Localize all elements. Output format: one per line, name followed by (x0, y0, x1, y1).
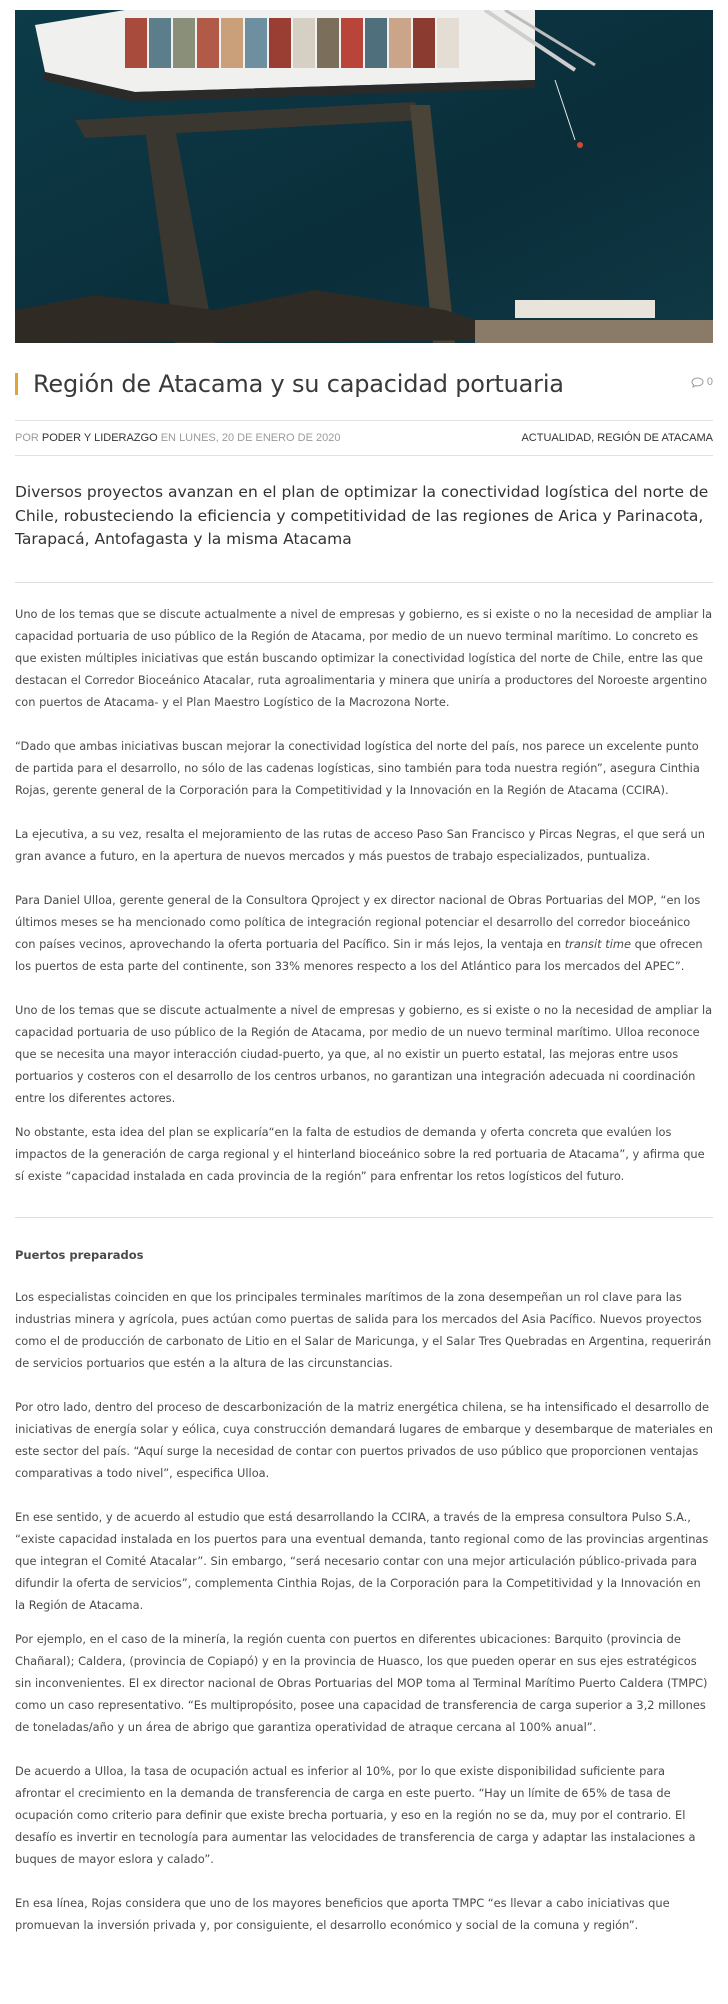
section-subheading: Puertos preparados (15, 1247, 144, 1262)
article-lead: Diversos proyectos avanzan en el plan de optimizar la conectividad logística del norte de Chile, robusteciendo la eficiencia y competitividad de las regiones de Arica y Parinacota, Tarapacá, Antofagasta y la misma Atacama (15, 483, 709, 548)
hero-image (15, 10, 713, 343)
category-link-region-de-atacama[interactable]: REGIÓN DE ATACAMA (597, 432, 713, 444)
paragraph: Los especialistas coinciden en que los principales terminales marítimos de la zona desempeñan un rol clave para las industrias minera y agrícola, pues actúan como puertas de salida para los mercados del Asia Pacífico. Nuevos proyectos como el de producción de carbonato de Litio en el Salar de Maricunga, y el Salar Tres Quebradas en Argentina, requerirán de servicios portuarios que estén a la altura de las circunstancias. (15, 1289, 712, 1370)
comment-count-value: 0 (706, 376, 713, 388)
paragraph-text: que ofrecen los puertos de esta parte del continente, son 33% menores respecto a los del Atlántico para los mercados del APEC”. (15, 936, 703, 973)
paragraph: En esa línea, Rojas considera que uno de los mayores beneficios que aporta TMPC “es llevar a cabo iniciativas que promuevan la inversión privada y, por consiguiente, el desarrollo económico y social de la comuna y región”. (15, 1895, 670, 1932)
paragraph: Uno de los temas que se discute actualmente a nivel de empresas y gobierno, es si existe o no la necesidad de ampliar la capacidad portuaria de uso público de la Región de Atacama, por medio de un nuevo terminal marítimo. Ulloa reconoce que se necesita una mayor interacción ciudad-puerto, ya que, al no existir un puerto estatal, las mejoras entre usos portuarios y costeros con el desarrollo de los centros urbanos, no garantizan una integración adecuada ni coordinación entre los diferentes actores. (15, 1002, 713, 1105)
article-body-section-2 (15, 1286, 713, 1936)
paragraph: “Dado que ambas iniciativas buscan mejorar la conectividad logística del norte del país, nos parece un excelente punto de partida para el desarrollo, no sólo de las cadenas logísticas, sino también para toda nuestra región”, asegura Cinthia Rojas, gerente general de la Corporación para la Competitividad y la Innovación en la Región de Atacama (CCIRA). (15, 738, 700, 797)
paragraph: La ejecutiva, a su vez, resalta el mejoramiento de las rutas de acceso Paso San Francisco y Pircas Negras, el que será un gran avance a futuro, en la apertura de nuevos mercados y más puestos de trabajo especializados, puntualiza. (15, 826, 705, 863)
paragraph: Por ejemplo, en el caso de la minería, la región cuenta con puertos en diferentes ubicaciones: Barquito (provincia de Chañaral); Caldera, (provincia de Copiapó) y en la provincia de Huasco, los que pueden operar en sus ejes estratégicos sin inconvenientes. El ex director nacional de Obras Portuarias del MOP toma al Terminal Marítimo Puerto Caldera (TMPC) como un caso representativo. “Es multipropósito, posee una capacidad de transferencia de carga superior a 3,2 millones de toneladas/año y un área de abrigo que garantiza operatividad de atraque cercana al 100% anual”. (15, 1631, 708, 1734)
paragraph: De acuerdo a Ulloa, la tasa de ocupación actual es inferior al 10%, por lo que existe disponibilidad suficiente para afrontar el crecimiento en la demanda de transferencia de carga en este puerto. “Hay un límite de 65% de tasa de ocupación como criterio para definir que existe brecha portuaria, y eso en la región no se da, muy por el contrario. El desafío es invertir en tecnología para aumentar las velocidades de transferencia de carga y adaptar las instalaciones a buques de mayor eslora y calado”. (15, 1763, 696, 1866)
paragraph: Por otro lado, dentro del proceso de descarbonización de la matriz energética chilena, se ha intensificado el desarrollo de iniciativas de energía solar y eólica, cuya construcción demandará lugares de embarque y desembarque de materiales en este sector del país. “Aquí surge la necesidad de contar con puertos privados de uso público que proporcionen ventajas comparativas a todo nivel”, especifica Ulloa. (15, 1399, 713, 1480)
byline (15, 432, 340, 444)
comment-icon (691, 377, 704, 388)
paragraph: En ese sentido, y de acuerdo al estudio que está desarrollando la CCIRA, a través de la empresa consultora Pulso S.A., “existe capacidad instalada en los puertos para una eventual demanda, tanto regional como de las provincias argentinas que integran el Comité Atacalar”. Sin embargo, “será necesario contar con una mejor articulación público-privada para difundir la oferta de servicios”, complementa Cinthia Rojas, de la Corporación para la Competitividad y la Innovación en la Región de Atacama. (15, 1509, 709, 1612)
post-date: LUNES, 20 DE ENERO DE 2020 (179, 432, 341, 444)
byline-prefix: POR (15, 432, 39, 444)
paragraph: Uno de los temas que se discute actualmente a nivel de empresas y gobierno, es si existe o no la necesidad de ampliar la capacidad portuaria de uso público de la Región de Atacama, por medio de un nuevo terminal marítimo. Lo concreto es que existen múltiples iniciativas que están buscando optimizar la conectividad logística del norte de Chile, entre las que destacan el Corredor Bioceánico Atacalar, ruta agroalimentaria y minera que uniría a productores del Noroeste argentino con puertos de Atacama- y el Plan Maestro Logístico de la Macrozona Norte. (15, 606, 713, 709)
date-prefix: EN (160, 432, 176, 444)
category-link-actualidad[interactable]: ACTUALIDAD (521, 432, 592, 444)
categories (521, 432, 713, 444)
author-link[interactable]: PODER Y LIDERAZGO (41, 432, 158, 444)
paragraph (15, 889, 713, 977)
title-row (15, 368, 713, 402)
comment-count[interactable] (691, 376, 713, 388)
post-meta (15, 420, 713, 456)
divider (15, 1217, 713, 1218)
category-separator: , (591, 432, 598, 444)
paragraph: No obstante, esta idea del plan se explicaría“en la falta de estudios de demanda y oferta concreta que evalúen los impactos de la generación de carga regional y el hinterland bioceánico sobre la red portuaria de Atacama”, y afirma que sí existe “capacidad instalada en cada provincia de la región” para enfrentar los retos logísticos del futuro. (15, 1124, 705, 1183)
article-container (15, 10, 713, 1936)
italic-term: transit time (564, 936, 631, 951)
title-accent-bar (15, 373, 18, 395)
page-title: Región de Atacama y su capacidad portuaria (33, 370, 564, 398)
article-body (15, 603, 713, 1187)
divider (15, 582, 713, 583)
paragraph-text: Para Daniel Ulloa, gerente general de la Consultora Qproject y ex director nacional de Obras Portuarias del MOP, “en los últimos meses se ha mencionado como política de integración regional potenciar el desarrollo del corredor bioceánico con países vecinos, aprovechando la oferta portuaria del Pacífico. Sin ir más lejos, la ventaja en (15, 892, 701, 951)
